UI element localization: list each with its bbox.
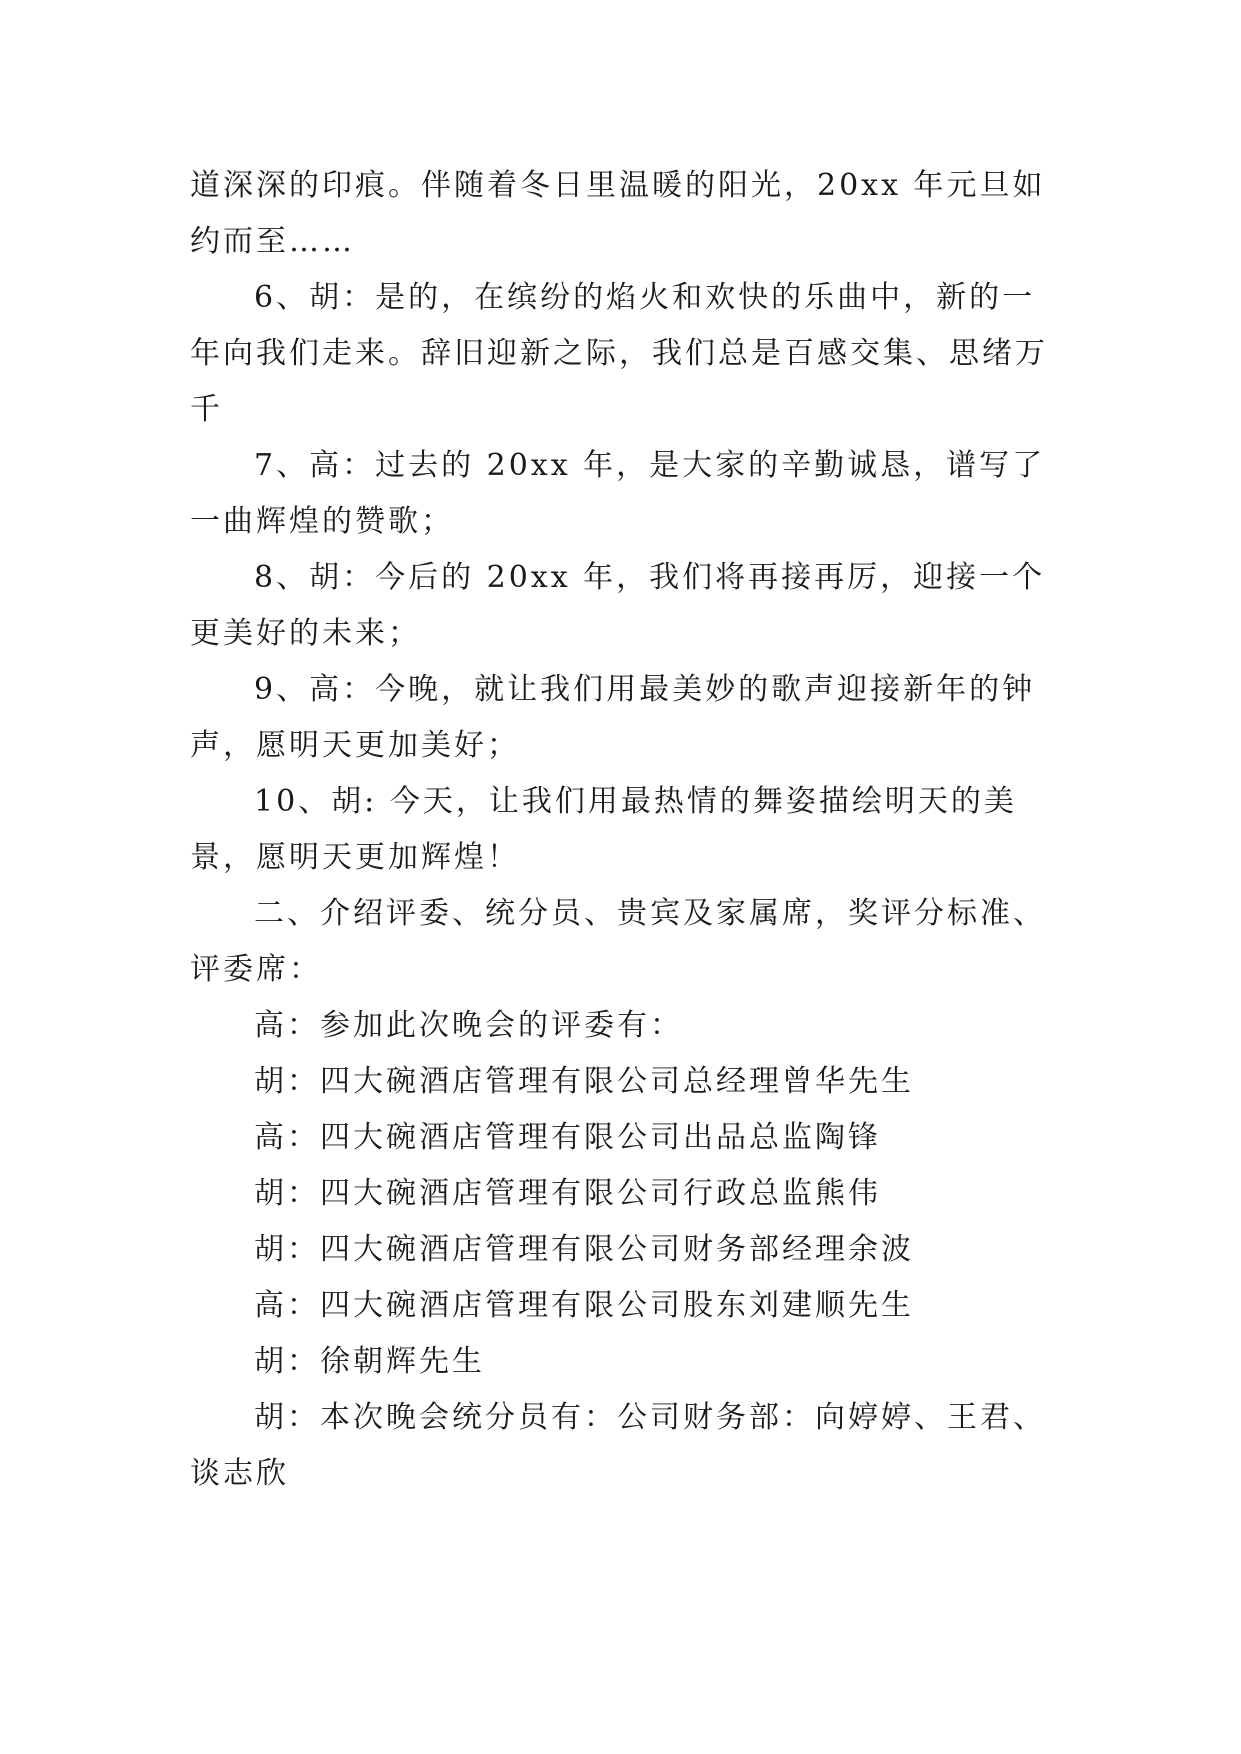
paragraph-scorekeepers: 胡：本次晚会统分员有：公司财务部：向婷婷、王君、谈志欣 (190, 1400, 1046, 1491)
paragraph-judge-1: 胡：四大碗酒店管理有限公司总经理曾华先生 (254, 1064, 914, 1099)
paragraph-line-8: 8、胡：今后的 20xx 年，我们将再接再厉，迎接一个更美好的未来； (190, 560, 1046, 651)
paragraph-line-6: 6、胡：是的，在缤纷的焰火和欢快的乐曲中，新的一年向我们走来。辞旧迎新之际，我们总是百感交集、思绪万千 (190, 280, 1048, 427)
paragraph-line-7: 7、高：过去的 20xx 年，是大家的辛勤诚恳，谱写了一曲辉煌的赞歌； (190, 448, 1046, 539)
paragraph-continuation: 道深深的印痕。伴随着冬日里温暖的阳光，20xx 年元旦如约而至…… (190, 168, 1046, 259)
paragraph-judge-4: 胡：四大碗酒店管理有限公司财务部经理余波 (254, 1232, 914, 1267)
paragraph-line-10: 10、胡: 今天，让我们用最热情的舞姿描绘明天的美景，愿明天更加辉煌！ (190, 784, 1017, 875)
paragraph-judge-5: 高：四大碗酒店管理有限公司股东刘建顺先生 (254, 1288, 914, 1323)
paragraph-line-9: 9、高：今晚，就让我们用最美妙的歌声迎接新年的钟声，愿明天更加美好； (190, 672, 1036, 763)
paragraph-judge-3: 胡：四大碗酒店管理有限公司行政总监熊伟 (254, 1176, 881, 1211)
paragraph-judge-2: 高：四大碗酒店管理有限公司出品总监陶锋 (254, 1120, 881, 1155)
paragraph-judges-intro: 高：参加此次晚会的评委有： (254, 1008, 683, 1043)
document-body (190, 158, 1050, 1502)
section-heading-judges: 二、介绍评委、统分员、贵宾及家属席，奖评分标准、评委席： (190, 896, 1046, 987)
paragraph-judge-6: 胡：徐朝辉先生 (254, 1344, 485, 1379)
